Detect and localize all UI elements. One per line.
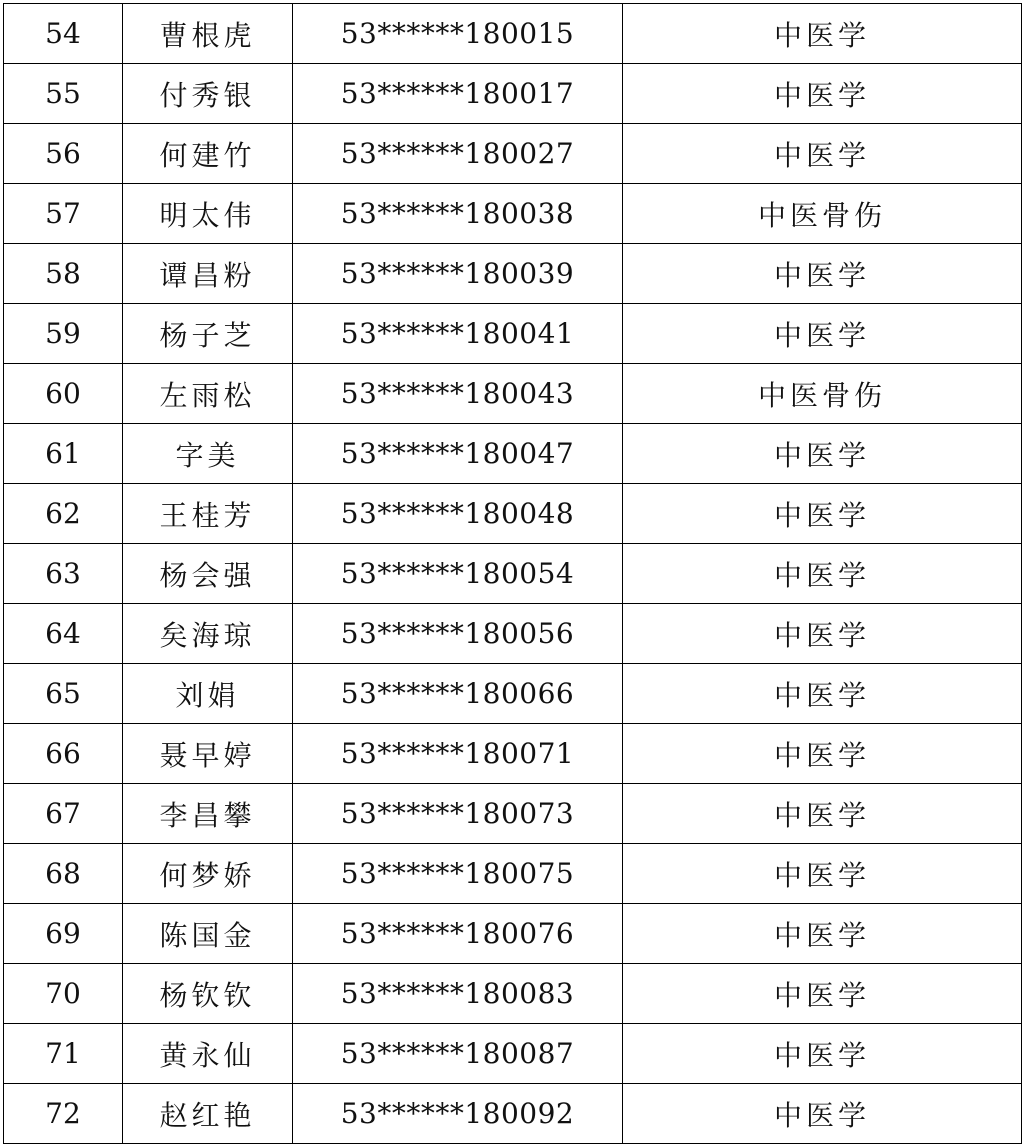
table-row [4,1024,1022,1084]
name-cell: 杨钦钦 [123,964,293,1024]
masked-id-cell: 53******180047 [293,424,623,484]
table-row [4,424,1022,484]
specialty-cell: 中医学 [623,64,1022,124]
masked-id-cell: 53******180087 [293,1024,623,1084]
name-cell: 字美 [123,424,293,484]
row-number-cell: 72 [4,1084,123,1144]
specialty-cell: 中医学 [623,544,1022,604]
masked-id-cell: 53******180038 [293,184,623,244]
name-cell: 何梦娇 [123,844,293,904]
specialty-cell: 中医骨伤 [623,184,1022,244]
masked-id-cell: 53******180048 [293,484,623,544]
name-cell: 聂早婷 [123,724,293,784]
specialty-cell: 中医学 [623,304,1022,364]
table-row [4,544,1022,604]
row-number-cell: 58 [4,244,123,304]
masked-id-cell: 53******180066 [293,664,623,724]
specialty-cell: 中医学 [623,4,1022,64]
row-number-cell: 66 [4,724,123,784]
specialty-cell: 中医学 [623,904,1022,964]
row-number-cell: 65 [4,664,123,724]
masked-id-cell: 53******180092 [293,1084,623,1144]
name-cell: 左雨松 [123,364,293,424]
roster-table-body [4,4,1022,1144]
row-number-cell: 55 [4,64,123,124]
specialty-cell: 中医骨伤 [623,364,1022,424]
name-cell: 矣海琼 [123,604,293,664]
masked-id-cell: 53******180073 [293,784,623,844]
table-row [4,4,1022,64]
specialty-cell: 中医学 [623,484,1022,544]
name-cell: 杨会强 [123,544,293,604]
masked-id-cell: 53******180054 [293,544,623,604]
row-number-cell: 67 [4,784,123,844]
masked-id-cell: 53******180083 [293,964,623,1024]
masked-id-cell: 53******180015 [293,4,623,64]
name-cell: 谭昌粉 [123,244,293,304]
masked-id-cell: 53******180056 [293,604,623,664]
row-number-cell: 54 [4,4,123,64]
masked-id-cell: 53******180017 [293,64,623,124]
table-row [4,964,1022,1024]
name-cell: 杨子芝 [123,304,293,364]
name-cell: 王桂芳 [123,484,293,544]
specialty-cell: 中医学 [623,124,1022,184]
table-row [4,604,1022,664]
table-row [4,724,1022,784]
table-row [4,184,1022,244]
table-row [4,244,1022,304]
specialty-cell: 中医学 [623,1024,1022,1084]
specialty-cell: 中医学 [623,784,1022,844]
row-number-cell: 63 [4,544,123,604]
row-number-cell: 61 [4,424,123,484]
table-row [4,1084,1022,1144]
table-row [4,124,1022,184]
masked-id-cell: 53******180071 [293,724,623,784]
name-cell: 刘娟 [123,664,293,724]
specialty-cell: 中医学 [623,664,1022,724]
row-number-cell: 68 [4,844,123,904]
specialty-cell: 中医学 [623,1084,1022,1144]
masked-id-cell: 53******180043 [293,364,623,424]
row-number-cell: 70 [4,964,123,1024]
row-number-cell: 56 [4,124,123,184]
specialty-cell: 中医学 [623,844,1022,904]
name-cell: 赵红艳 [123,1084,293,1144]
name-cell: 明太伟 [123,184,293,244]
specialty-cell: 中医学 [623,724,1022,784]
table-row [4,664,1022,724]
row-number-cell: 57 [4,184,123,244]
name-cell: 付秀银 [123,64,293,124]
name-cell: 黄永仙 [123,1024,293,1084]
row-number-cell: 64 [4,604,123,664]
row-number-cell: 62 [4,484,123,544]
masked-id-cell: 53******180041 [293,304,623,364]
specialty-cell: 中医学 [623,604,1022,664]
specialty-cell: 中医学 [623,964,1022,1024]
name-cell: 李昌攀 [123,784,293,844]
masked-id-cell: 53******180027 [293,124,623,184]
row-number-cell: 59 [4,304,123,364]
name-cell: 陈国金 [123,904,293,964]
table-row [4,364,1022,424]
table-row [4,64,1022,124]
roster-table [3,3,1022,1144]
name-cell: 曹根虎 [123,4,293,64]
table-row [4,484,1022,544]
masked-id-cell: 53******180076 [293,904,623,964]
table-row [4,304,1022,364]
row-number-cell: 69 [4,904,123,964]
row-number-cell: 60 [4,364,123,424]
name-cell: 何建竹 [123,124,293,184]
masked-id-cell: 53******180075 [293,844,623,904]
specialty-cell: 中医学 [623,244,1022,304]
row-number-cell: 71 [4,1024,123,1084]
specialty-cell: 中医学 [623,424,1022,484]
table-row [4,844,1022,904]
masked-id-cell: 53******180039 [293,244,623,304]
table-row [4,784,1022,844]
table-row [4,904,1022,964]
